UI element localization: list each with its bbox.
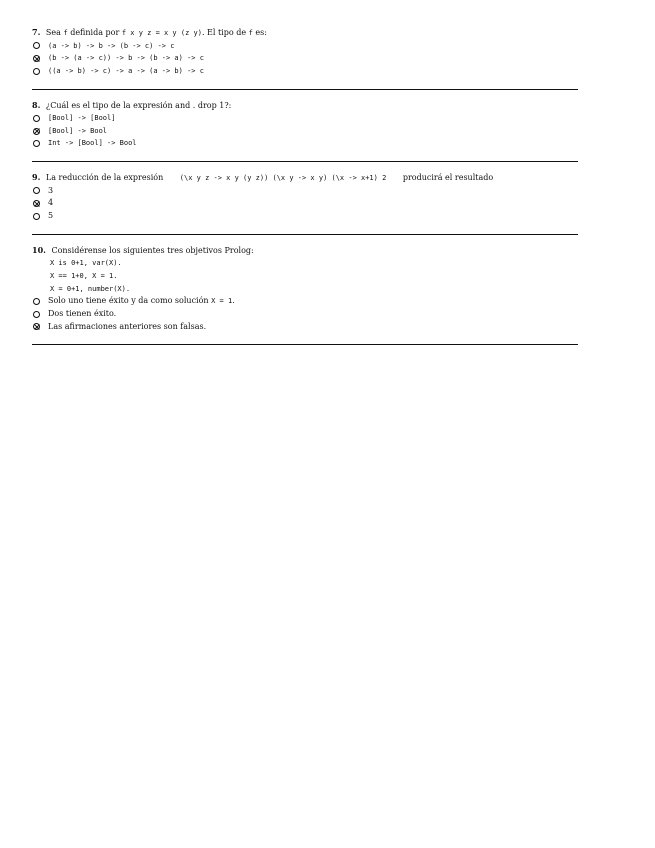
radio-crossed-icon[interactable]	[33, 128, 40, 135]
divider	[32, 161, 578, 162]
option-text: (a -> b) -> b -> (b -> c) -> c	[48, 41, 175, 50]
question-8	[32, 97, 578, 151]
answer-option[interactable]	[32, 125, 578, 138]
option-text: 4	[48, 198, 54, 208]
stem-text: es:	[255, 28, 267, 37]
radio-empty-icon[interactable]	[33, 298, 40, 305]
radio-empty-icon[interactable]	[33, 187, 40, 194]
prolog-goal: X = 0+1, number(X).	[50, 284, 131, 293]
question-stem	[32, 26, 578, 40]
stem-text: Considérense los siguientes tres objetivos Prolog:	[51, 245, 254, 255]
stem-code: f x y z = x y (z y)	[121, 29, 202, 37]
answer-option[interactable]	[32, 321, 578, 334]
question-stem	[32, 244, 578, 258]
stem-code: (\x y z -> x y (y z)) (\x y -> x y) (\x -> x+1) 2	[179, 174, 387, 183]
radio-empty-icon[interactable]	[33, 42, 40, 49]
question-number: 7.	[32, 27, 41, 37]
stem-text: Sea	[45, 28, 61, 37]
question-10	[32, 242, 578, 334]
option-text: ((a -> b) -> c) -> a -> (a -> b) -> c	[48, 66, 204, 75]
answer-option[interactable]	[32, 210, 578, 223]
stem-text: La reducción de la expresión	[45, 173, 164, 183]
question-stem	[32, 99, 578, 113]
radio-empty-icon[interactable]	[33, 68, 40, 75]
stem-text: . El tipo de	[201, 28, 247, 37]
answer-option[interactable]	[32, 40, 578, 53]
question-9	[32, 169, 578, 223]
stem-code: f	[63, 29, 68, 37]
question-7	[32, 24, 578, 78]
radio-crossed-icon[interactable]	[33, 200, 40, 207]
option-text: 3	[48, 185, 54, 195]
option-text: .	[232, 296, 235, 306]
question-number: 10.	[32, 244, 46, 255]
prolog-goal: X == 1+0, X = 1.	[50, 271, 118, 280]
option-code: X = 1	[211, 297, 233, 306]
answer-option[interactable]	[32, 112, 578, 125]
option-text: (b -> (a -> c)) -> b -> (b -> a) -> c	[48, 54, 204, 63]
answer-option[interactable]	[32, 308, 578, 321]
option-text: Las afirmaciones anteriores son falsas.	[48, 321, 207, 331]
prolog-goal: X is 0+1, var(X).	[50, 259, 122, 268]
option-text: [Bool] -> Bool	[48, 126, 108, 135]
radio-empty-icon[interactable]	[33, 311, 40, 318]
option-text: 5	[48, 211, 54, 220]
answer-option[interactable]	[32, 52, 578, 65]
radio-crossed-icon[interactable]	[33, 323, 40, 330]
stem-code: f	[248, 29, 253, 37]
answer-option[interactable]	[32, 295, 578, 308]
radio-crossed-icon[interactable]	[33, 55, 40, 62]
divider	[32, 234, 578, 235]
divider	[32, 344, 578, 345]
radio-empty-icon[interactable]	[33, 213, 40, 220]
option-text: Solo uno tiene éxito y da como solución	[48, 296, 209, 306]
option-text: Int -> [Bool] -> Bool	[48, 139, 137, 148]
radio-empty-icon[interactable]	[33, 115, 40, 122]
stem-text: definida por	[70, 28, 120, 37]
option-text: Dos tienen éxito.	[48, 308, 117, 318]
stem-text: producirá el resultado	[402, 173, 494, 183]
stem-text: ¿Cuál es el tipo de la expresión and . drop 1?:	[45, 100, 232, 110]
question-number: 8.	[32, 99, 41, 110]
answer-option[interactable]	[32, 65, 578, 78]
answer-option[interactable]	[32, 137, 578, 150]
answer-option[interactable]	[32, 197, 578, 210]
question-stem	[32, 171, 578, 185]
option-text: [Bool] -> [Bool]	[48, 114, 116, 123]
exam-page	[32, 24, 578, 352]
answer-option[interactable]	[32, 185, 578, 198]
radio-empty-icon[interactable]	[33, 140, 40, 147]
divider	[32, 89, 578, 90]
question-number: 9.	[32, 172, 41, 183]
